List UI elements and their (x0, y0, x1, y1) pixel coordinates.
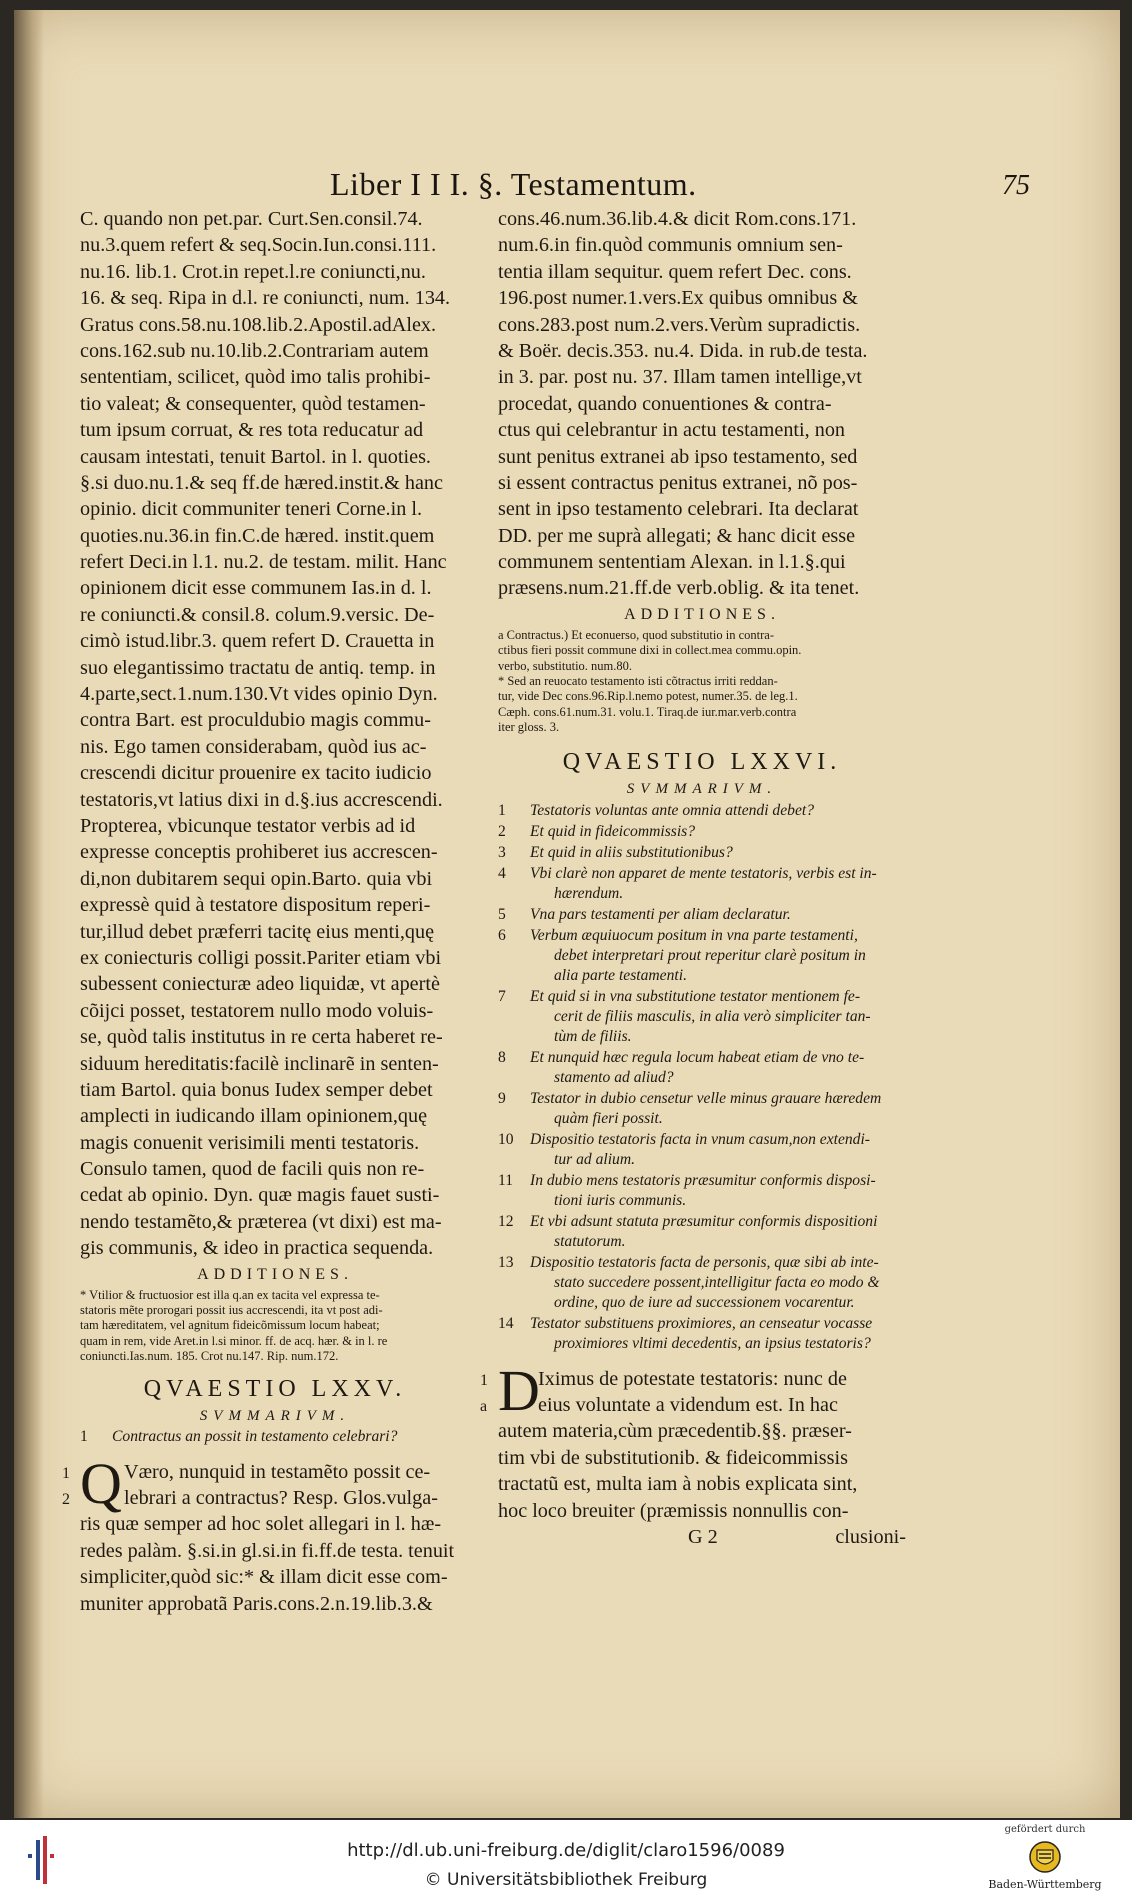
summary-text: statutorum. (554, 1232, 626, 1250)
summary-text: stato succedere possent,intelligitur facta eo modo & (554, 1273, 880, 1291)
summary-text: Et quid in aliis substitutionibus? (530, 843, 733, 861)
additiones-heading: ADDITIONES. (197, 1265, 353, 1283)
summary-text: Testator in dubio censetur velle minus grauare hæredem (530, 1089, 882, 1107)
text-line: re coniuncti.& consil.8. colum.9.versic. De- (80, 603, 435, 626)
text-line: magis conuenit verisimili menti testatoris. (80, 1131, 420, 1154)
text-line: Gratus cons.58.nu.108.lib.2.Apostil.adAlex. (80, 313, 437, 336)
text-line: refert Deci.in l.1. nu.2. de testam. milit. Hanc (80, 551, 447, 574)
summary-text: quàm fieri possit. (554, 1109, 663, 1127)
summary-text: alia parte testamenti. (554, 966, 687, 984)
summary-number: 1 (498, 801, 506, 819)
summary-number: 11 (498, 1171, 514, 1189)
additio-line: * Vtilior & fructuosior est illa q.an ex tacita vel expressa te- (80, 1287, 380, 1302)
page-gutter (14, 10, 44, 1818)
text-line: siduum hereditatis:facilè inclinarẽ in senten- (80, 1052, 439, 1075)
additio-line: statoris mẽte prorogari possit ius accrescendi, ita vt post adi- (80, 1303, 383, 1318)
summary-text: Testatoris voluntas ante omnia attendi debet? (530, 801, 814, 819)
summary-item (498, 1130, 906, 1170)
margin-number: 1 (480, 1371, 488, 1389)
additio-line: * Sed an reuocato testamento isti cõtractus irriti reddan- (498, 674, 778, 689)
text-line: tim vbi de substitutionib. & fideicommissis (498, 1446, 848, 1469)
additio-line: verbo, substitutio. num.80. (498, 658, 633, 673)
summary-text: In dubio mens testatoris præsumitur conformis disposi- (530, 1171, 876, 1189)
summary-number: 8 (498, 1048, 506, 1066)
text-line: & Boër. decis.353. nu.4. Dida. in rub.de testa. (498, 339, 868, 362)
text-line: cimò istud.libr.3. quem refert D. Crauetta in (80, 630, 435, 653)
text-line: ris quæ semper ad hoc solet allegari in l. hæ- (80, 1513, 442, 1536)
text-line: lebrari a contractus? Resp. Glos.vulga- (124, 1486, 438, 1509)
summary-item (498, 801, 906, 821)
text-line: tio valeat; & consequenter, quòd testamen- (80, 392, 426, 415)
text-line: cõijci posset, testatorem nullo modo voluis- (80, 999, 434, 1022)
text-line: tractatũ est, multa iam à nobis explicata sint, (498, 1473, 858, 1496)
additio-line: tur, vide Dec cons.96.Rip.l.nemo potest, numer.35. de leg.1. (498, 689, 798, 704)
signature-line (498, 1524, 906, 1550)
summary-text: Vna pars testamenti per aliam declaratur. (530, 905, 791, 923)
page-number: 75 (1002, 170, 1030, 201)
text-line: causam intestati, tenuit Bartol. in l. quoties. (80, 445, 431, 468)
left-column (62, 206, 470, 1617)
text-line: num.6.in fin.quòd communis omnium sen- (498, 234, 843, 257)
summary-text: hærendum. (554, 884, 624, 902)
summary-text: Dispositio testatoris facta de personis, quæ sibi ab inte- (530, 1253, 879, 1271)
additiones-heading: ADDITIONES. (624, 605, 780, 623)
text-line: tur,illud debet præferri tacitę eius menti,quę (80, 920, 435, 943)
text-line: suo elegantissimo tractatu de antiq. temp. in (80, 656, 436, 679)
copyright-notice: © Universitätsbibliothek Freiburg (424, 1870, 708, 1890)
running-title: Liber I I I. §. Testamentum. (330, 166, 697, 202)
text-line: sent in ipso testamento celebrari. Ita declarat (498, 498, 859, 521)
summarium-label: SVMMARIVM. (626, 780, 778, 797)
summary-item (80, 1427, 470, 1447)
text-line: expresse conceptis prohiberet ius accrescen- (80, 841, 438, 864)
summary-text: stamento ad aliud? (554, 1068, 674, 1086)
summary-text: ordine, quo de iure ad successionem vocarentur. (554, 1293, 855, 1311)
text-line: 16. & seq. Ripa in d.l. re coniuncti, num. 134. (80, 287, 451, 310)
summary-item (498, 822, 906, 842)
summary-text: Et vbi adsunt statuta præsumitur conformis dispositioni (530, 1212, 878, 1230)
additio-line: iter gloss. 3. (498, 720, 560, 735)
quaestio-title: QVAESTIO LXXVI. (562, 748, 842, 775)
summary-text: Testator substituens proximiores, an censeatur vocasse (530, 1314, 873, 1332)
summary-number: 9 (498, 1089, 506, 1107)
additio-line: a Contractus.) Et econuerso, quod substitutio in contra- (498, 627, 774, 642)
summary-number: 7 (498, 987, 506, 1005)
additio-line: quam in rem, vide Aret.in l.si minor. ff. de acq. hær. & in l. re (80, 1333, 388, 1348)
text-line: hoc loco breuiter (præmissis nonnullis con- (498, 1499, 849, 1522)
text-line: cons.162.sub nu.10.lib.2.Contrariam autem (80, 339, 429, 362)
permalink-url[interactable]: http://dl.ub.uni-freiburg.de/diglit/claro1596/0089 (347, 1840, 785, 1861)
summary-text: tùm de filiis. (554, 1027, 632, 1045)
margin-number: 1 (62, 1464, 70, 1482)
footer-bar (0, 1820, 1132, 1900)
summary-number: 5 (498, 905, 506, 923)
summary-item (498, 864, 906, 904)
summary-number: 6 (498, 926, 506, 944)
summary-item (498, 1048, 906, 1088)
summary-item (498, 843, 906, 863)
text-line: nis. Ego tamen considerabam, quòd ius ac- (80, 735, 427, 758)
text-line: nu.3.quem refert & seq.Socin.Iun.consi.111. (80, 234, 437, 257)
summary-number: 4 (498, 864, 506, 882)
funder-label: gefördert durch (1004, 1824, 1086, 1835)
text-line: expressè quid à testatore dispositum reperi- (80, 894, 431, 917)
catchword: clusioni- (835, 1525, 906, 1548)
summary-text: proximiores vltimi decedentis, an ipsius testatoris? (554, 1334, 871, 1352)
text-line: Consulo tamen, quod de facili quis non re- (80, 1158, 425, 1181)
summary-number: 12 (498, 1212, 514, 1230)
quaestio-title: QVAESTIO LXXV. (143, 1375, 407, 1402)
summary-item (498, 1212, 906, 1252)
additio-line: coniuncti.Ias.num. 185. Crot nu.147. Rip. num.172. (80, 1349, 339, 1364)
text-line: DD. per me suprà allegati; & hanc dicit esse (498, 524, 856, 547)
funder-name: Baden-Württemberg (988, 1878, 1102, 1891)
margin-number: 2 (62, 1490, 70, 1508)
text-line: tentia illam sequitur. quem refert Dec. cons. (498, 260, 852, 283)
text-line: Iximus de potestate testatoris: nunc de (538, 1367, 847, 1390)
text-line: testatoris,vt latius dixi in d.§.ius accrescendi. (80, 788, 443, 811)
summary-text: Dispositio testatoris facta in vnum casum,non extendi- (530, 1130, 870, 1148)
text-line: eius voluntate a videndum est. In hac (538, 1393, 838, 1416)
summary-item (498, 905, 906, 925)
text-line: præsens.num.21.ff.de verb.oblig. & ita tenet. (498, 577, 860, 600)
text-line: quoties.nu.36.in fin.C.de hæred. instit.quem (80, 524, 435, 547)
summary-text: Contractus an possit in testamento celebrari? (112, 1427, 398, 1445)
text-line: ex coniecturis colligi possit.Pariter etiam vbi (80, 946, 442, 969)
summary-number: 13 (498, 1253, 514, 1271)
text-line: tiam Bartol. quia bonus Iudex semper debet (80, 1078, 433, 1101)
text-line: sententiam, scilicet, quòd imo talis prohibi- (80, 366, 431, 389)
summary-text: tur ad alium. (554, 1150, 636, 1168)
question-body (480, 1357, 906, 1551)
summary-number: 2 (498, 822, 506, 840)
text-line: sunt penitus extranei ab ipso testamento, sed (498, 445, 858, 468)
summary-item (498, 1089, 906, 1129)
library-logo-icon (28, 1834, 54, 1886)
summary-text: Et nunquid hæc regula locum habeat etiam de vno te- (530, 1048, 865, 1066)
text-line: gis communis, & ideo in practica sequenda. (80, 1237, 434, 1260)
running-header (330, 166, 1030, 206)
summary-item (498, 1314, 906, 1354)
text-line: communem sententiam Alexan. in l.1.§.qui (498, 551, 846, 574)
summary-text: cerit de filiis masculis, in alia verò simpliciter tan- (554, 1007, 871, 1025)
summarium-label: SVMMARIVM. (199, 1407, 351, 1424)
summary-number: 10 (498, 1130, 514, 1148)
text-line: autem materia,cùm præcedentib.§§. præser- (498, 1420, 852, 1443)
summary-number: 1 (80, 1427, 88, 1445)
summary-number: 14 (498, 1314, 514, 1332)
summary-text: Verbum æquiuocum positum in vna parte testamenti, (530, 926, 858, 944)
text-line: crescendi dicitur prouenire ex tacito iudicio (80, 762, 432, 785)
question-body (62, 1450, 470, 1617)
text-line: contra Bart. est proculdubio magis commu- (80, 709, 431, 732)
coat-of-arms-icon (1027, 1838, 1063, 1874)
text-line: opinionem dicit esse communem Ias.in d. l. (80, 577, 432, 600)
text-line: cons.46.num.36.lib.4.& dicit Rom.cons.171. (498, 208, 857, 230)
text-line: nendo testamẽto,& præterea (vt dixi) est ma- (80, 1210, 442, 1233)
right-column (480, 206, 906, 1550)
drop-cap: D (498, 1357, 540, 1423)
text-line: 196.post numer.1.vers.Ex quibus omnibus & (498, 287, 859, 310)
text-line: se, quòd talis institutus in re certa haberet re- (80, 1026, 443, 1049)
text-line: Propterea, vbicunque testator verbis ad id (80, 814, 416, 837)
text-line: di,non dubitarem sequi opin.Barto. quia vbi (80, 867, 433, 890)
text-line: si essent contractus penitus extranei, nõ pos- (498, 471, 858, 494)
text-line: redes palàm. §.si.in gl.si.in fi.ff.de testa. tenuit (80, 1539, 455, 1562)
text-line: C. quando non pet.par. Curt.Sen.consil.74. (80, 208, 423, 230)
signature-mark: G 2 (688, 1525, 718, 1548)
text-line: amplecti in iudicando illam opinionem,quę (80, 1105, 428, 1128)
text-line: Væro, nunquid in testamẽto possit ce- (124, 1460, 431, 1483)
summary-text: Vbi clarè non apparet de mente testatoris, verbis est in- (530, 864, 877, 882)
text-line: subessent coniecturæ adeo liquidæ, vt apertè (80, 973, 440, 996)
text-line: cons.283.post num.2.vers.Verùm supradictis. (498, 313, 861, 336)
text-line: procedat, quando conuentiones & contra- (498, 392, 832, 415)
additio-line: tam hæreditatem, vel agnitum fideicõmissum locum habeat; (80, 1318, 380, 1333)
additio-line: Cæph. cons.61.num.31. volu.1. Tiraq.de iur.mar.verb.contra (498, 704, 797, 719)
text-line: simpliciter,quòd sic:* & illam dicit esse com- (80, 1566, 448, 1589)
summary-item (498, 1253, 906, 1313)
funder-block (970, 1822, 1120, 1900)
summary-number: 3 (498, 843, 506, 861)
summary-text: tioni iuris communis. (554, 1191, 687, 1209)
text-line: ctus qui celebrantur in actu testamenti, non (498, 419, 846, 442)
summary-item (498, 1171, 906, 1211)
text-line: opinio. dicit communiter teneri Corne.in l. (80, 498, 422, 521)
summary-text: Et quid si in vna substitutione testator mentionem fe- (530, 987, 861, 1005)
text-line: nu.16. lib.1. Crot.in repet.l.re coniuncti,nu. (80, 260, 426, 283)
text-line: §.si duo.nu.1.& seq ff.de hæred.instit.& hanc (80, 471, 443, 494)
summary-item (498, 926, 906, 986)
text-line: in 3. par. post nu. 37. Illam tamen intellige,vt (498, 366, 862, 389)
text-line: 4.parte,sect.1.num.130.Vt vides opinio Dyn. (80, 683, 438, 706)
text-line: tum ipsum corruat, & res tota reducatur ad (80, 419, 424, 442)
text-line: cedat ab opinio. Dyn. quæ magis fauet susti- (80, 1184, 440, 1207)
summary-text: debet interpretari prout reperitur clarè positum in (554, 946, 866, 964)
additio-line: ctibus fieri possit commune dixi in collect.mea commu.opin. (498, 643, 802, 658)
margin-number: a (480, 1397, 488, 1415)
text-line: muniter approbatã Paris.cons.2.n.19.lib.3.& (80, 1592, 433, 1615)
summary-text: Et quid in fideicommissis? (530, 822, 696, 840)
summary-item (498, 987, 906, 1047)
drop-cap: Q (80, 1450, 122, 1516)
